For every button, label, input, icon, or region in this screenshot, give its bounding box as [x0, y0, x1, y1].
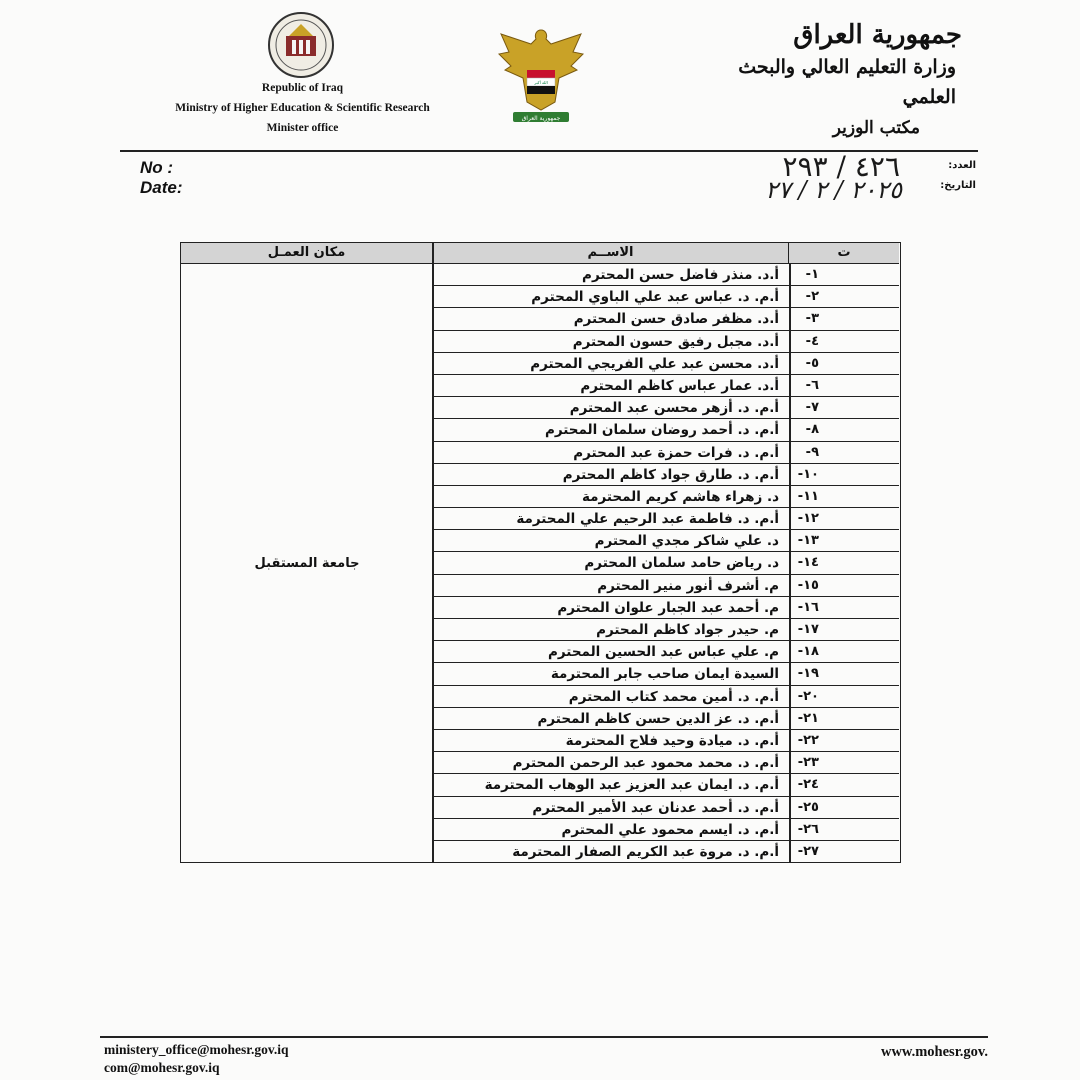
- row-index: ١٠ -: [798, 464, 819, 486]
- table-row: [433, 286, 899, 308]
- arabic-office-name: مكتب الوزير: [832, 118, 920, 138]
- staff-name: أ.م. د. عز الدين حسن كاظم المحترم: [537, 710, 779, 727]
- arabic-number-label: العدد:: [948, 160, 976, 171]
- table-row: [433, 264, 899, 286]
- row-index: ١٣ -: [798, 530, 819, 552]
- row-index: ٨ -: [806, 419, 819, 441]
- staff-name: أ.د. محسن عبد علي الفريجي المحترم: [530, 355, 779, 372]
- row-index: ٢٢ -: [798, 730, 819, 752]
- table-row: [433, 641, 899, 663]
- ministry-name: Ministry of Higher Education & Scientific Research: [175, 102, 430, 114]
- staff-name: أ.م. د. ايسم محمود علي المحترم: [561, 821, 779, 838]
- row-index: ٥ -: [806, 353, 819, 375]
- row-index: ٢ -: [806, 286, 819, 308]
- footer-divider: [100, 1036, 988, 1038]
- office-name: Minister office: [266, 122, 339, 134]
- row-index: ٦ -: [806, 375, 819, 397]
- table-row: [433, 331, 899, 353]
- handwritten-reference-number: ٤٢٦ / ٢٩٣: [782, 150, 900, 183]
- row-index: ٢١ -: [798, 708, 819, 730]
- row-index: ٣ -: [806, 308, 819, 330]
- staff-name: أ.م. د. فرات حمزة عبد المحترم: [573, 444, 779, 461]
- arabic-country-name: جمهورية العراق: [793, 20, 962, 50]
- row-index: ١٨ -: [798, 641, 819, 663]
- staff-table: [180, 242, 901, 863]
- iraq-eagle-emblem-icon: [493, 22, 589, 128]
- table-row: [433, 464, 899, 486]
- table-row: [433, 442, 899, 464]
- row-index: ٢٧ -: [798, 841, 819, 863]
- table-row: [433, 353, 899, 375]
- svg-text:جمهورية العراق: جمهورية العراق: [521, 115, 561, 122]
- staff-name: أ.م. د. ميادة وحيد فلاح المحترمة: [565, 732, 779, 749]
- table-row: [433, 686, 899, 708]
- arabic-date-label: التاريخ:: [940, 180, 976, 191]
- row-index: ٢٠ -: [798, 686, 819, 708]
- handwritten-date: ٢٠٢٥ / ٢ / ٢٧: [765, 176, 902, 204]
- table-row: [433, 397, 899, 419]
- staff-name: أ.م. د. أزهر محسن عبد المحترم: [569, 400, 779, 417]
- workplace-cell: جامعة المستقبل: [254, 555, 360, 571]
- footer-email-office[interactable]: ministery_office@mohesr.gov.iq: [104, 1042, 289, 1057]
- english-letterhead: [130, 78, 475, 138]
- row-index: ١ -: [806, 264, 819, 286]
- footer-email-com[interactable]: com@mohesr.gov.iq: [104, 1060, 220, 1075]
- table-row: [433, 419, 899, 441]
- row-index: ٢٣ -: [798, 752, 819, 774]
- table-row: [433, 575, 899, 597]
- header-name: الاســم: [433, 243, 789, 264]
- reference-date-label: Date:: [140, 178, 183, 197]
- row-index: ١٩ -: [798, 663, 819, 685]
- svg-text:الله أكبر: الله أكبر: [534, 80, 548, 85]
- table-row: [433, 774, 899, 796]
- row-index: ٢٤ -: [798, 774, 819, 796]
- row-index: ٢٦ -: [798, 819, 819, 841]
- row-index: ٩ -: [806, 442, 819, 464]
- country-name: Republic of Iraq: [261, 82, 344, 94]
- table-row: [433, 841, 899, 863]
- table-row: [433, 552, 899, 574]
- staff-name: م. أشرف أنور منير المحترم: [597, 577, 779, 594]
- staff-name: أ.م. د. ايمان عبد العزيز عبد الوهاب المحترمة: [484, 777, 779, 794]
- ministry-seal-icon: [256, 10, 346, 80]
- table-row: [433, 375, 899, 397]
- table-row: [433, 308, 899, 330]
- staff-name: م. أحمد عبد الجبار علوان المحترم: [557, 599, 779, 616]
- header-index: ت: [789, 243, 899, 264]
- row-index: ١٧ -: [798, 619, 819, 641]
- footer-website[interactable]: www.mohesr.gov.: [880, 1044, 988, 1060]
- table-row: [433, 819, 899, 841]
- row-index: ١٤ -: [798, 552, 819, 574]
- table-row: [433, 508, 899, 530]
- row-index: ١١ -: [798, 486, 819, 508]
- header-workplace: مكان العمـل: [181, 243, 433, 264]
- row-index: ١٢ -: [798, 508, 819, 530]
- table-row: [433, 597, 899, 619]
- table-row: [433, 752, 899, 774]
- reference-number-label: No :: [140, 158, 174, 177]
- staff-name: أ.م. د. محمد محمود عبد الرحمن المحترم: [512, 755, 779, 772]
- staff-name: أ.د. عمار عباس كاظم المحترم: [580, 377, 779, 394]
- staff-name: أ.م. د. فاطمة عبد الرحيم علي المحترمة: [516, 511, 779, 528]
- table-row: [433, 486, 899, 508]
- staff-name: أ.م. د. عباس عبد علي الباوي المحترم: [531, 289, 779, 306]
- table-row: [433, 797, 899, 819]
- staff-name: م. علي عباس عبد الحسين المحترم: [548, 644, 779, 661]
- table-row: [433, 619, 899, 641]
- staff-name: د. زهراء هاشم كريم المحترمة: [581, 488, 779, 505]
- table-row: [433, 663, 899, 685]
- staff-name: أ.م. د. أحمد روضان سلمان المحترم: [544, 422, 779, 439]
- staff-name: أ.م. د. طارق جواد كاظم المحترم: [562, 466, 779, 483]
- table-row: [433, 530, 899, 552]
- row-index: ١٥ -: [798, 575, 819, 597]
- row-index: ١٦ -: [798, 597, 819, 619]
- table-row: [433, 708, 899, 730]
- row-index: ٧ -: [806, 397, 819, 419]
- table-row: [433, 730, 899, 752]
- staff-name: أ.د. مجبل رفيق حسون المحترم: [572, 333, 779, 350]
- staff-name: أ.م. د. أحمد عدنان عبد الأمير المحترم: [532, 799, 779, 816]
- staff-name: أ.د. مظفر صادق حسن المحترم: [573, 311, 779, 328]
- staff-name: أ.د. منذر فاضل حسن المحترم: [582, 267, 779, 283]
- staff-name: م. حيدر جواد كاظم المحترم: [596, 622, 779, 638]
- row-index: ٢٥ -: [798, 797, 819, 819]
- staff-name: السيدة ايمان صاحب جابر المحترمة: [550, 666, 779, 683]
- row-index: ٤ -: [806, 331, 819, 353]
- staff-name: أ.م. د. مروة عبد الكريم الصفار المحترمة: [512, 843, 779, 860]
- staff-name: أ.م. د. أمين محمد كتاب المحترم: [568, 688, 779, 705]
- arabic-ministry-name: وزارة التعليم العالي والبحث العلمي: [738, 56, 956, 108]
- table-body: [433, 264, 899, 863]
- arabic-letterhead: [712, 18, 962, 144]
- staff-name: د. رياض حامد سلمان المحترم: [584, 555, 779, 572]
- staff-name: د. علي شاكر مجدي المحترم: [594, 533, 779, 550]
